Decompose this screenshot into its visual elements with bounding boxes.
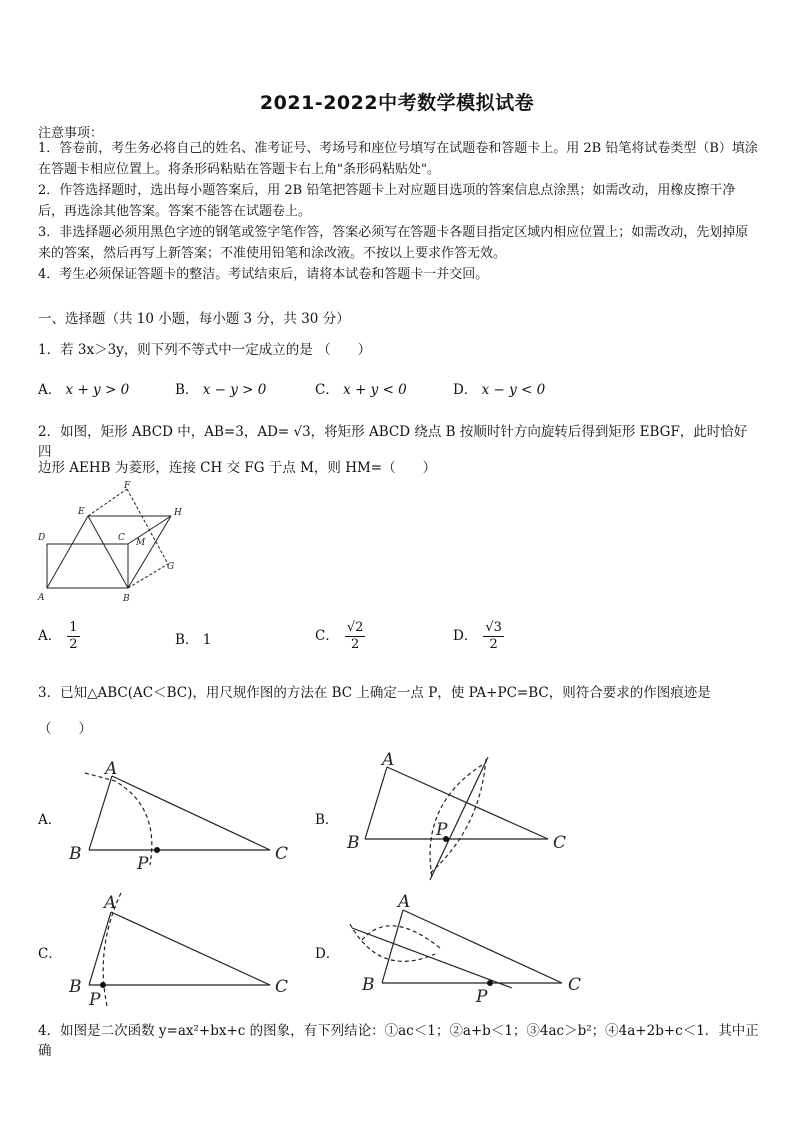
fig-label-f: F: [124, 481, 131, 491]
q2-rectangle-figure: [30, 478, 200, 608]
label-b: B: [69, 844, 82, 864]
question-2-stem-line2: 边形 AEHB 为菱形，连接 CH 交 FG 于点 M，则 HM=（ ）: [38, 460, 437, 476]
fig-label-e: E: [78, 507, 85, 517]
label-b: B: [69, 977, 82, 997]
q1-option-b: B． x − y > 0: [175, 382, 267, 398]
label-a: A: [398, 892, 411, 912]
q3-option-b-label: B．: [315, 812, 339, 828]
q3-figure-a: [65, 755, 305, 875]
fig-label-h: H: [174, 508, 182, 518]
label-p: P: [137, 854, 149, 874]
fig-label-b: B: [123, 594, 130, 604]
fig-label-c: C: [118, 533, 125, 543]
exam-title: 2021-2022中考数学模拟试卷: [259, 92, 535, 114]
label-c: C: [275, 977, 289, 997]
note-item: 2．作答选择题时，选出每小题答案后，用 2B 铅笔把答题卡上对应题目选项的答案信息点涂黑；如需改动，用橡皮擦干净后，再选涂其他答案。答案不能答在试题卷上。: [38, 183, 736, 219]
label-p: P: [476, 987, 488, 1007]
q2-option-a: A． $\frac{1}{2}$: [38, 620, 78, 652]
q3-figure-b: [340, 745, 590, 885]
label-p: P: [89, 990, 101, 1010]
q2-option-c: C． $\frac{√2}{2}$: [315, 620, 364, 652]
fig-label-g: G: [167, 562, 175, 572]
q1-option-a: A． x + y > 0: [38, 382, 130, 398]
question-2-stem-line1: 2．如图，矩形 ABCD 中，AB=3，AD= √3，将矩形 ABCD 绕点 B 按顺时针方向旋转后得到矩形 EBGF，此时恰好四: [38, 424, 748, 460]
fig-label-d: D: [38, 533, 46, 543]
q3-figure-c: [65, 888, 305, 1013]
label-c: C: [275, 844, 289, 864]
label-a: A: [105, 759, 118, 779]
label-a: A: [104, 893, 117, 913]
question-3-stem-line1: 3．已知△ABC(AC＜BC)，用尺规作图的方法在 BC 上确定一点 P，使 PA+PC=BC，则符合要求的作图痕迹是: [38, 685, 711, 701]
label-b: B: [362, 975, 375, 995]
label-c: C: [568, 975, 582, 995]
q3-option-a-label: A．: [38, 812, 62, 828]
fig-label-a: A: [38, 593, 45, 603]
label-b: B: [347, 833, 360, 853]
q1-option-c: C． x + y < 0: [315, 382, 407, 398]
label-c: C: [553, 833, 567, 853]
label-a: A: [382, 750, 395, 770]
note-item: 3．非选择题必须用黑色字迹的钢笔或签字笔作答，答案必须写在答题卡各题目指定区域内相应位置上；如需改动，先划掉原来的答案，然后再写上新答案；不准使用铅笔和涂改液。不按以上要求作答无效。: [38, 225, 749, 261]
q3-figure-d: [340, 888, 590, 1013]
question-4-stem: 4．如图是二次函数 y=ax²+bx+c 的图象，有下列结论：①ac＜1；②a+b＜1；③4ac＞b²；④4a+2b+c＜1．其中正确: [38, 1023, 759, 1059]
section-heading: 一、选择题（共 10 小题，每小题 3 分，共 30 分）: [38, 311, 350, 327]
q2-option-d: D． $\frac{√3}{2}$: [453, 620, 502, 652]
q1-option-d: D． x − y < 0: [453, 382, 546, 398]
fig-label-m: M: [136, 538, 146, 548]
q2-option-b: B． 1: [175, 632, 212, 648]
q3-option-d-label: D．: [315, 946, 340, 962]
note-item: 1．答卷前，考生务必将自己的姓名、准考证号、考场号和座位号填写在试题卷和答题卡上。用 2B 铅笔将试卷类型（B）填涂在答题卡相应位置上。将条形码粘贴在答题卡右上角"条形码粘贴处"。: [38, 141, 758, 177]
note-item: 4．考生必须保证答题卡的整洁。考试结束后，请将本试卷和答题卡一并交回。: [38, 267, 489, 282]
label-p: P: [436, 820, 448, 840]
question-3-stem-line2: （ ）: [38, 721, 92, 737]
question-1-stem: 1．若 3x＞3y，则下列不等式中一定成立的是 （ ）: [38, 342, 372, 358]
notes-heading: 注意事项：: [38, 126, 104, 141]
q3-option-c-label: C．: [38, 946, 62, 962]
notes-list: [38, 138, 760, 285]
